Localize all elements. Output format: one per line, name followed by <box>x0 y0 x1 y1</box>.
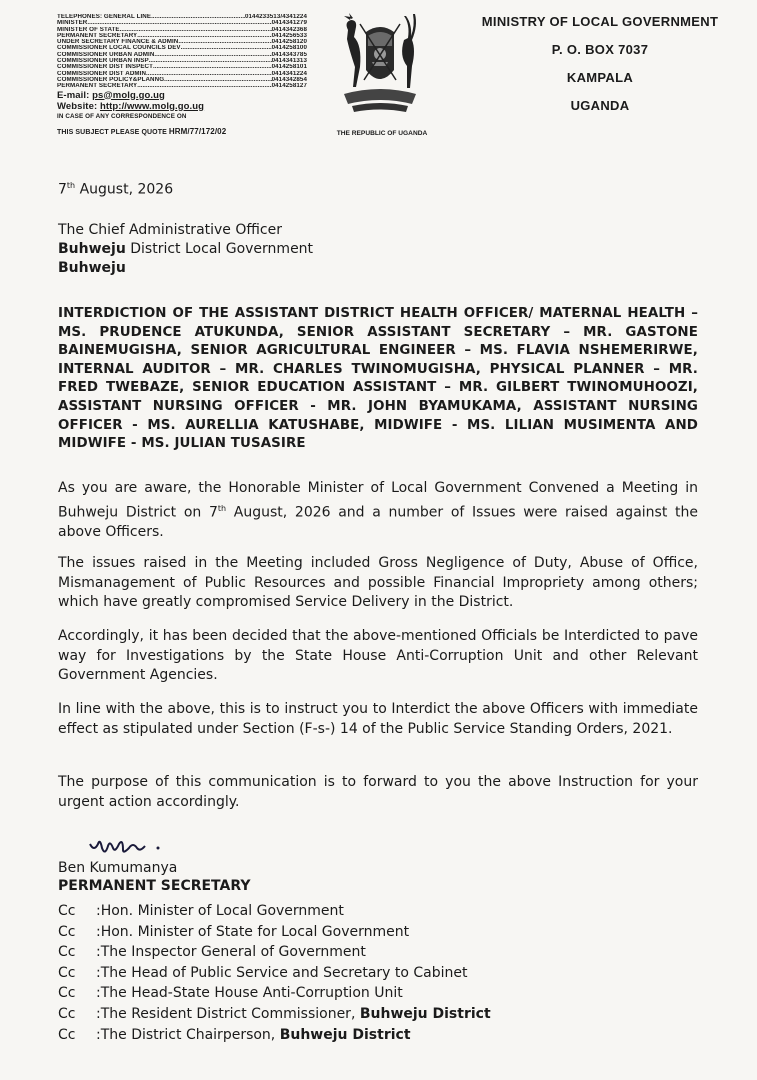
po-box: P. O. BOX 7037 <box>551 42 649 57</box>
coat-of-arms-icon <box>330 10 430 130</box>
contact-row: PERMANENT SECRETARY ..... 0414256533 <box>57 33 307 39</box>
cc-list <box>58 901 491 1045</box>
website-line: Website: http://www.molg.go.ug <box>57 100 205 112</box>
contact-row: COMMISSIONER LOCAL COUNCILS DEV ..... 0414258100 <box>57 45 307 51</box>
addressee-title: The Chief Administrative Officer <box>58 222 282 238</box>
country: UGANDA <box>570 98 630 113</box>
cc-item: Cc :Hon. Minister of Local Government <box>58 903 344 919</box>
letterhead-contacts <box>57 14 307 137</box>
ministry-address <box>455 8 745 120</box>
cc-item: Cc :The District Chairperson, Buhweju District <box>58 1026 411 1043</box>
addressee-block <box>58 221 313 278</box>
body-paragraph: As you are aware, the Honorable Minister of Local Government Convened a Meeting in Buhweju District on 7th August, 2026 and a number of Issues were raised against the above Officers. <box>58 480 698 540</box>
contact-row: UNDER SECRETARY FINANCE & ADMIN ..... 0414258120 <box>57 39 307 45</box>
signer-name: Ben Kumumanya <box>58 860 178 876</box>
reference-number: HRM/77/172/02 <box>168 126 227 136</box>
contact-row: COMMISSIONER DIST ADMIN ..... 0414341224 <box>57 71 307 77</box>
body-paragraph: In line with the above, this is to instruct you to Interdict the above Officers with immediate effect as stipulated under Section (F-s-) 14 of the Public Service Standing Orders, 2021. <box>58 701 698 737</box>
cc-item: Cc :The Inspector General of Government <box>58 944 366 961</box>
body-paragraph: The purpose of this communication is to forward to you the above Instruction for your urgent action accordingly. <box>58 774 698 810</box>
cc-item: Cc :The Resident District Commissioner, Buhweju District <box>58 1005 491 1022</box>
contact-row: COMMISSIONER DIST INSPECT ..... 0414258101 <box>57 64 307 70</box>
contact-row: MINISTER OF STATE ..... 0414342368 <box>57 27 307 33</box>
ministry-name: MINISTRY OF LOCAL GOVERNMENT <box>481 14 719 29</box>
signer-block <box>58 859 251 895</box>
crest-caption: THE REPUBLIC OF UGANDA <box>336 130 428 137</box>
email-link[interactable]: ps@molg.go.ug <box>92 89 165 101</box>
contact-row: PERMANENT SECRETARY ..... 0414258127 <box>57 83 307 89</box>
signer-title: PERMANENT SECRETARY <box>58 878 251 894</box>
handwritten-signature-icon <box>88 832 168 860</box>
body-paragraph: The issues raised in the Meeting included Gross Negligence of Duty, Abuse of Office, Mismanagement of Public Resources and possible Financial Impropriety among others; which have greatly compromised Service Delivery in the District. <box>58 555 698 610</box>
cc-item: Cc :Hon. Minister of State for Local Government <box>58 923 410 940</box>
reference-note: THIS SUBJECT PLEASE QUOTE HRM/77/172/02 <box>57 126 227 136</box>
contact-row: MINISTER ..... 0414341279 <box>57 20 307 26</box>
subject-heading: INTERDICTION OF THE ASSISTANT DISTRICT HEALTH OFFICER/ MATERNAL HEALTH – MS. PRUDENCE ATUKUNDA, SENIOR ASSISTANT SECRETARY – MR. GASTONE BAINEMUGISHA, SENIOR AGRICULTURAL ENGINEER – MS. FLAVIA NSHEMERIRWE, INTERNAL AUDITOR – MR. CHARLES TWINOMUGISHA, PHYSICAL PLANNER – MR. FRED TWEBAZE, SENIOR EDUCATION ASSISTANT – MR. GILBERT TWINOMUHOOZI, ASSISTANT NURSING OFFICER - MR. JOHN BYAMUKAMA, ASSISTANT NURSING OFFICER - MS. AURELLIA KATUSHABE, MIDWIFE - MS. LILIAN MUSIMENTA AND MIDWIFE - MS. JULIAN TUSASIRE <box>58 306 698 452</box>
case-note: IN CASE OF ANY CORRESPONDENCE ON <box>57 112 187 120</box>
body-paragraph: Accordingly, it has been decided that the above-mentioned Officials be Interdicted to pave way for Investigations by the State House Anti-Corruption Unit and other Relevant Government Agencies. <box>58 628 698 683</box>
contact-row: TELEPHONES: GENERAL LINE ..... 0144233513/4341224 <box>57 14 307 20</box>
contact-row: COMMISSIONER URBAN INSP ..... 0414341313 <box>57 58 307 64</box>
addressee-location: Buhweju <box>58 260 126 276</box>
cc-item: Cc :The Head-State House Anti-Corruption Unit <box>58 985 403 1002</box>
addressee-org: Buhweju District Local Government <box>58 241 314 257</box>
cc-item: Cc :The Head of Public Service and Secretary to Cabinet <box>58 964 468 981</box>
city: KAMPALA <box>566 70 634 85</box>
website-link[interactable]: http://www.molg.go.ug <box>99 100 205 112</box>
email-line: E-mail: ps@molg.go.ug <box>57 89 165 101</box>
contact-row: COMMISSIONER URBAN ADMIN ..... 0414343785 <box>57 52 307 58</box>
contact-row: COMMISSIONER POLICY&PLANNG. ..... 0414342854 <box>57 77 307 83</box>
letter-date: 7th August, 2026 <box>58 181 174 198</box>
